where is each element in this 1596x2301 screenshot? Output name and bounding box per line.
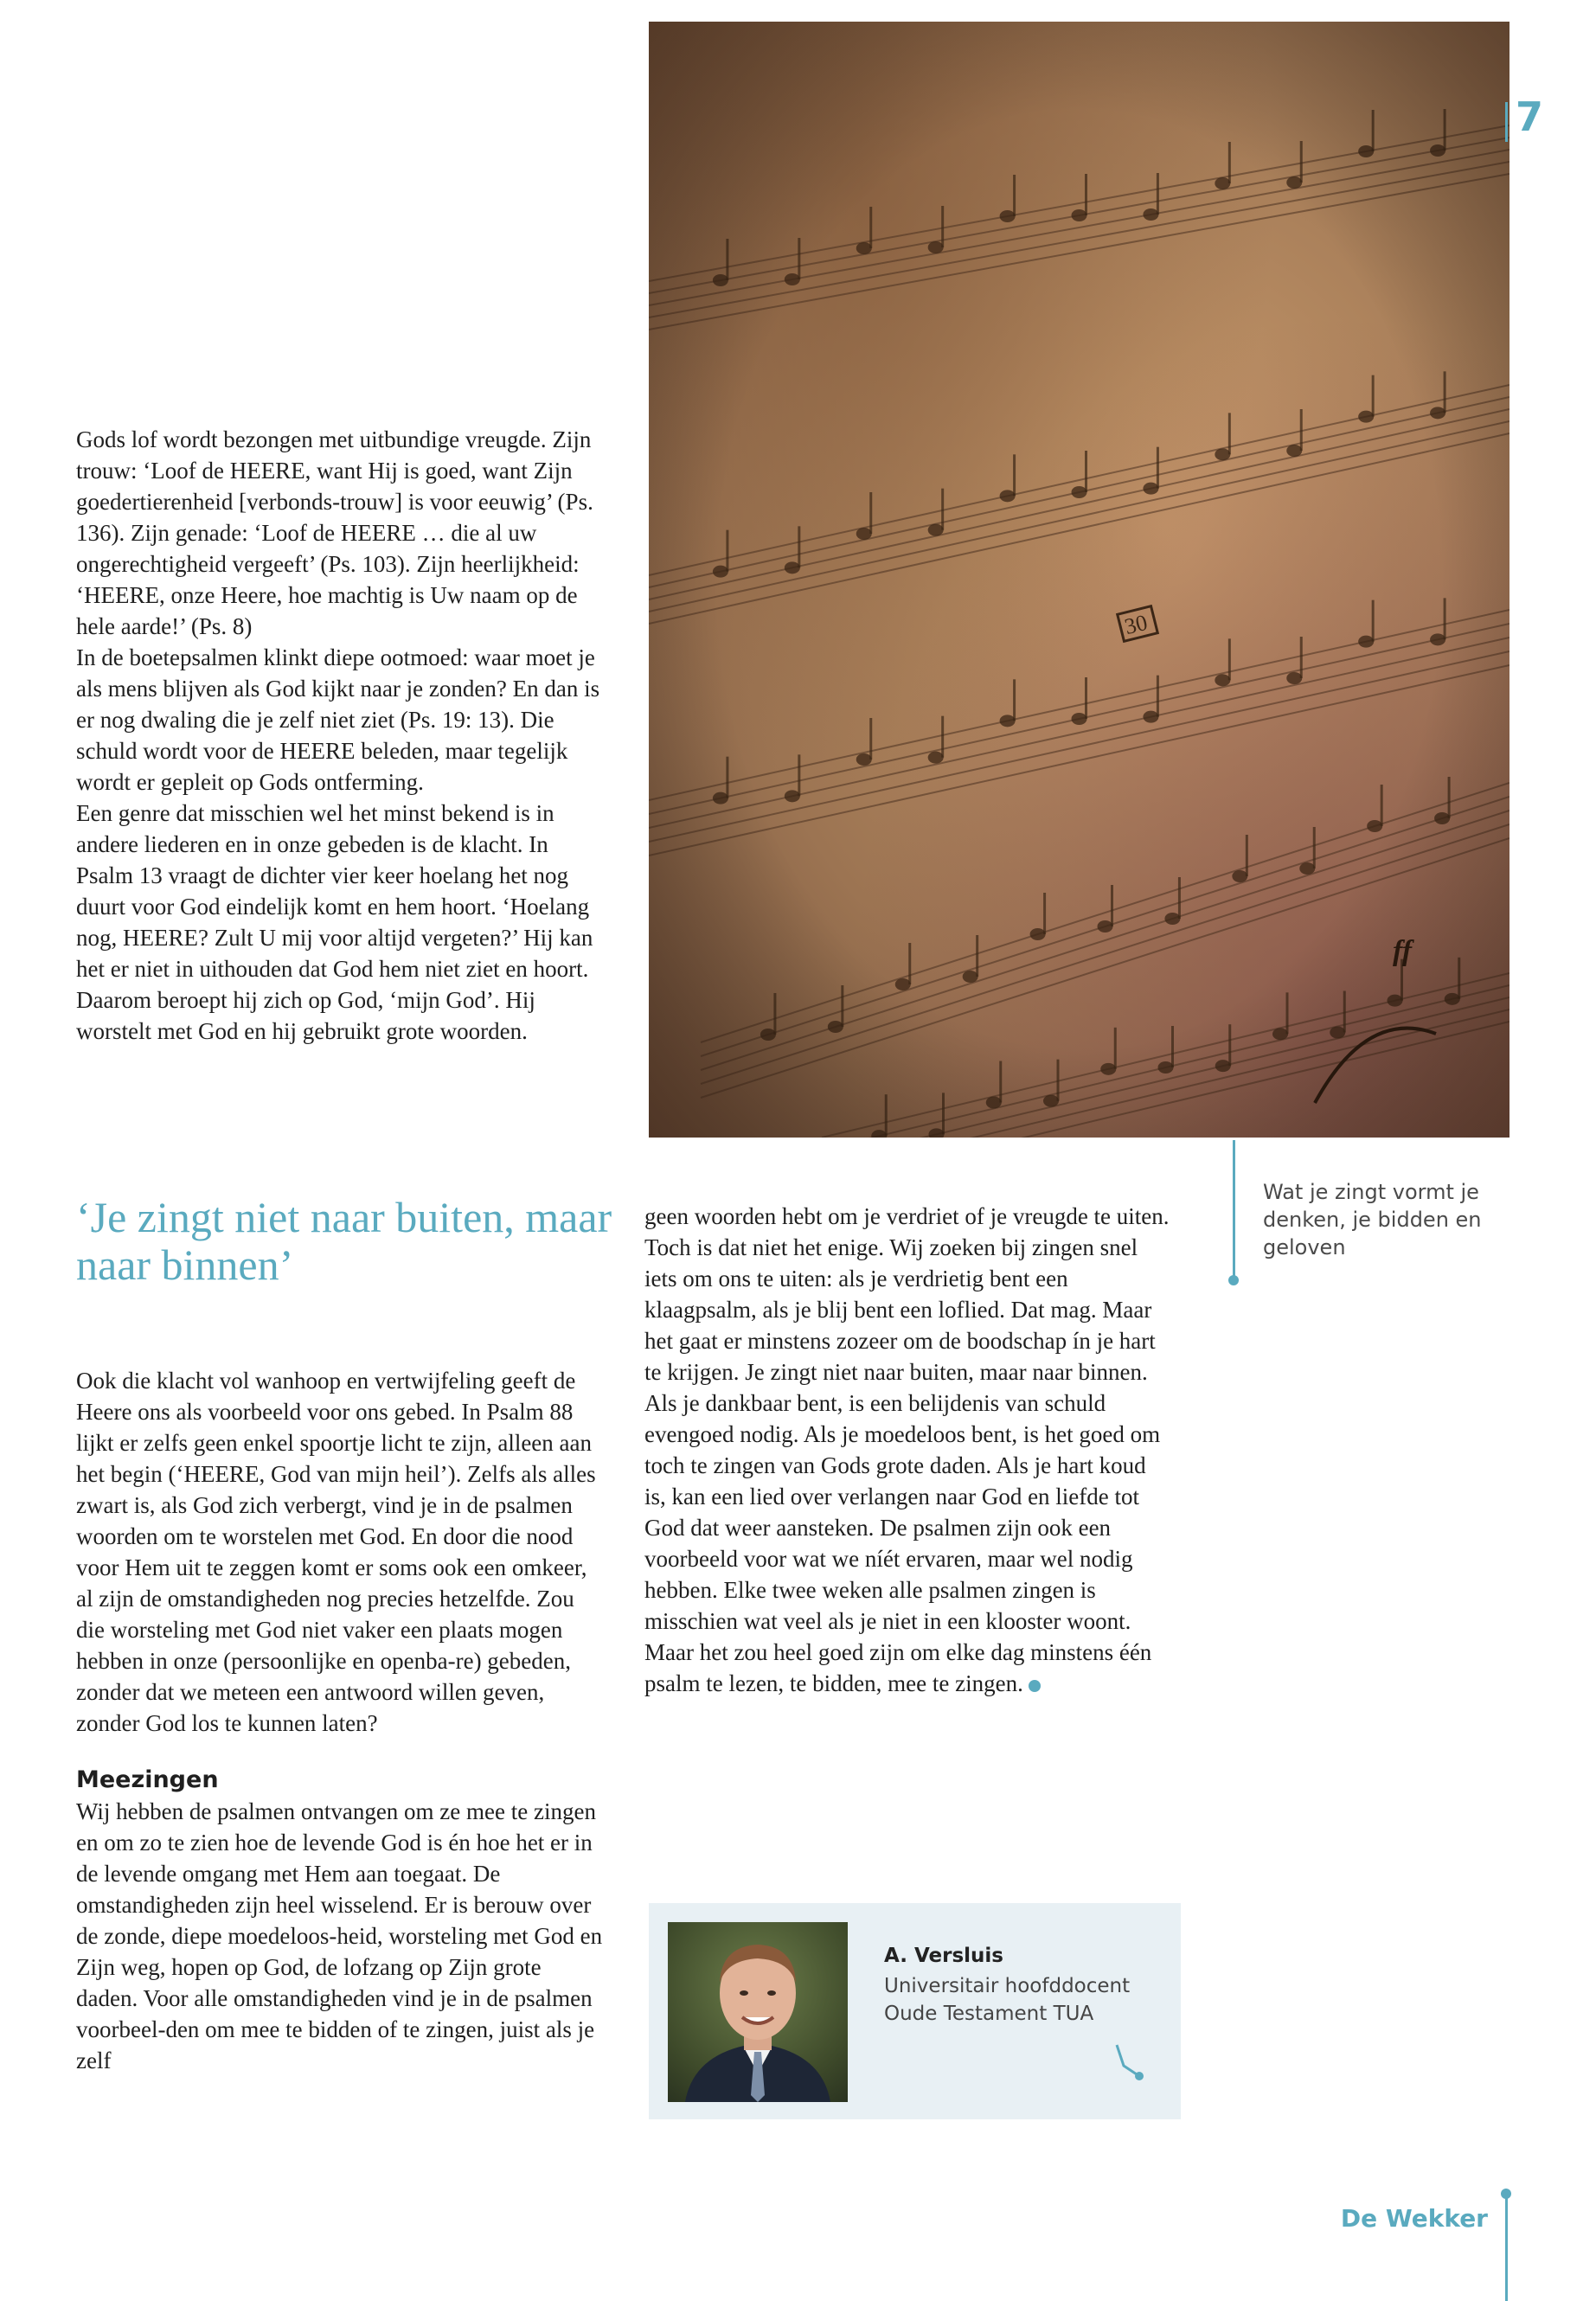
accent-mark-icon: [1112, 2041, 1146, 2085]
author-photo: [668, 1922, 848, 2102]
author-title: Universitair hoofddocent Oude Testament TUA: [884, 1975, 1131, 2025]
author-box: [649, 1903, 1181, 2119]
intro-column: [76, 424, 606, 1047]
caption-line: [1233, 1140, 1235, 1280]
body-paragraph: geen woorden hebt om je verdriet of je vreugde te uiten.: [644, 1203, 1170, 1229]
page-number: 7: [1516, 93, 1544, 140]
intro-paragraph: Een genre dat misschien wel het minst bekend is in andere liederen en in onze gebeden is de klacht. In Psalm 13 vraagt de dichter vier keer hoelang het nog duurt voor God eindelijk komt en hem hoort. ‘Hoelang nog, HEERE? Zult U mij voor altijd vergeten?’ Hij kan het er niet in uithouden dat God hem niet ziet en hoort. Daarom beroept hij zich op God, ‘mijn God’. Hij worstelt met God en hij gebruikt grote woorden.: [76, 800, 593, 1044]
body-paragraph: Ook die klacht vol wanhoop en vertwijfeling geeft de Heere ons als voorbeeld voor ons gebed. In Psalm 88 lijkt er zelfs geen enkel spoortje licht te zijn, alleen aan het begin (‘HEERE, God van mijn heil’). Zelfs als alles zwart is, als God zich verbergt, vind je in de psalmen woorden om te worstelen met God. En door die nood voor Hem uit te zeggen komt er soms ook een omkeer, al zijn de omstandigheden nog precies hetzelfde. Zou die worsteling met God niet vaker een plaats mogen hebben in onze (persoonlijke en openba-re) gebeden, zonder dat we meteen een antwoord willen geven, zonder God los te kunnen laten?: [76, 1368, 596, 1736]
brand-name: De Wekker: [1340, 2204, 1488, 2233]
sheet-music-image: [649, 22, 1509, 1138]
author-name: A. Versluis: [884, 1945, 1003, 1967]
right-column: [644, 1201, 1172, 1699]
page-number-bar: [1505, 102, 1508, 142]
pull-quote: ‘Je zingt niet naar buiten, maar naar binnen’: [76, 1193, 612, 1289]
intro-paragraph: In de boetepsalmen klinkt diepe ootmoed: waar moet je als mens blijven als God kijkt naar je zonden? En dan is er nog dwaling die je zelf niet ziet (Ps. 19: 13). Die schuld wordt voor de HEERE beleden, maar tegelijk wordt er gepleit op Gods ontferming.: [76, 644, 600, 795]
author-portrait-icon: [668, 1922, 848, 2102]
body-paragraph: Toch is dat niet het enige. Wij zoeken bij zingen snel iets om ons te uiten: als je verdrietig bent een klaagpsalm, als je blij bent een loflied. Dat mag. Maar het gaat er minstens zozeer om de boodschap ín je hart te krijgen. Je zingt niet naar buiten, maar naar binnen. Als je dankbaar bent, is een belijdenis van schuld evengoed nodig. Als je moedeloos bent, is het goed om toch te zingen van Gods grote daden. Als je hart koud is, kan een lied over verlangen naar God en liefde tot God dat weer aansteken. De psalmen zijn ook een voorbeeld voor wat we níét ervaren, maar wel nodig hebben. Elke twee weken alle psalmen zingen is misschien wat veel als je niet in een klooster woont. Maar het zou heel goed zijn om elke dag minstens één psalm te lezen, te bidden, mee te zingen.: [644, 1234, 1161, 1696]
sheet-music-illustration: [649, 22, 1509, 1138]
caption-dot: [1228, 1275, 1239, 1285]
image-caption: Wat je zingt vormt je denken, je bidden en geloven: [1263, 1180, 1482, 1259]
end-mark-icon: [1029, 1680, 1041, 1692]
brand-line: [1505, 2193, 1508, 2301]
body-paragraph: Wij hebben de psalmen ontvangen om ze mee te zingen en om zo te zien hoe de levende God is én hoe het er in de levende omgang met Hem aan toegaat. De omstandigheden zijn heel wisselend. Er is berouw over de zonde, diepe moedeloos-heid, worsteling met God en Zijn weg, hopen op God, de lofzang op Zijn grote daden. Voor alle omstandigheden vind je in de psalmen voorbeel-den om mee te bidden of te zingen, juist als je zelf: [76, 1798, 603, 2073]
intro-paragraph: Gods lof wordt bezongen met uitbundige vreugde. Zijn trouw: ‘Loof de HEERE, want Hij is goed, want Zijn goedertierenheid [verbonds-trouw] is voor eeuwig’ (Ps. 136). Zijn genade: ‘Loof de HEERE … die al uw ongerechtigheid vergeeft’ (Ps. 103). Zijn heerlijkheid: ‘HEERE, onze Heere, hoe machtig is Uw naam op de hele aarde!’ (Ps. 8): [76, 426, 593, 639]
left-column: [76, 1365, 606, 2076]
subheading: Meezingen: [76, 1766, 219, 1793]
